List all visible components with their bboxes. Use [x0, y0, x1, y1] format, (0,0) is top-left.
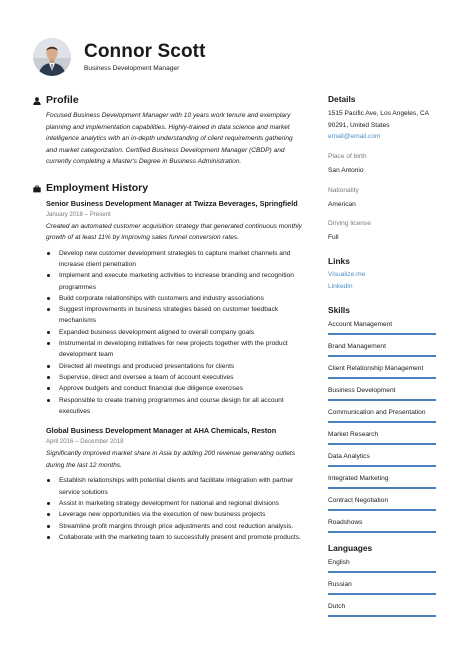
- nationality-value: American: [328, 200, 356, 208]
- place-of-birth-value: San Antonio: [328, 167, 364, 174]
- level-fill: [328, 593, 436, 595]
- languages-heading: Languages: [328, 542, 373, 553]
- language-item: [328, 557, 440, 573]
- language-label: English: [328, 558, 350, 566]
- details-heading: Details: [328, 94, 356, 104]
- level-fill: [328, 355, 436, 357]
- list-item: Leverage new opportunities via the execution of new business projects: [46, 509, 303, 520]
- list-item: Supervise, direct and oversee a team of account executives: [46, 372, 303, 383]
- skill-level-bar: [328, 509, 436, 511]
- list-item: Approve budgets and conduct financial due diligence exercises: [46, 383, 303, 394]
- skill-level-bar: [328, 421, 436, 423]
- list-item: Suggest improvements in business strategies based on customer feedback mechanisms: [46, 304, 303, 327]
- link-visualize[interactable]: Visualize.me: [328, 270, 366, 278]
- skill-label: Brand Management: [328, 342, 386, 350]
- job-entry: [46, 198, 303, 418]
- list-item: Assist in marketing strategy development for national and regional divisions: [46, 498, 303, 509]
- language-level-bar: [328, 593, 436, 595]
- profile-summary: Focused Business Development Manager with 10 years work tenure and exemplary planning and implementation capabilities. Highly-trained in data science and market intelligence analytics with an in-depth understanding of client requirements gathering and market categorization. Certified Business Development Manager (CBDP) and currently completing a Master's Degree in Business Administration.: [46, 112, 293, 165]
- skill-label: Account Management: [328, 320, 393, 328]
- language-level-bar: [328, 615, 436, 617]
- skill-label: Contract Negotiation: [328, 496, 389, 504]
- list-item: Instrumental in developing initiatives for new projects together with the product development team: [46, 338, 303, 361]
- level-fill: [328, 531, 436, 533]
- skill-item: [328, 495, 440, 511]
- skill-item: [328, 319, 440, 335]
- profile-heading: [33, 93, 303, 107]
- profile-photo: [33, 38, 71, 76]
- level-fill: [328, 399, 436, 401]
- skill-level-bar: [328, 399, 436, 401]
- language-item: [328, 579, 440, 595]
- skill-level-bar: [328, 487, 436, 489]
- side-column: [328, 94, 440, 617]
- main-column: [33, 93, 303, 543]
- profile-heading-label: Profile: [46, 94, 79, 106]
- skill-level-bar: [328, 377, 436, 379]
- skill-item: [328, 451, 440, 467]
- list-item: Establish relationships with potential clients and facilitate integration with partner service solutions: [46, 475, 303, 498]
- skill-item: [328, 341, 440, 357]
- link-linkedin[interactable]: Linkedin: [328, 282, 353, 290]
- level-fill: [328, 509, 436, 511]
- driving-license-label: Driving license: [328, 220, 371, 227]
- candidate-name: Connor Scott: [84, 41, 206, 62]
- list-item: Streamline profit margins through price adjustments and cost reduction analysis.: [46, 521, 303, 532]
- skill-label: Market Research: [328, 430, 379, 438]
- language-item: [328, 601, 440, 617]
- skills-list: [328, 319, 440, 533]
- job-summary: Created an automated customer acquisition strategy that generated continuous monthly growth of at least 11% by improving sales funnel conversion rates.: [46, 222, 302, 242]
- employment-heading: [33, 181, 303, 195]
- language-level-bar: [328, 571, 436, 573]
- level-fill: [328, 333, 436, 335]
- nationality-label: Nationality: [328, 186, 359, 194]
- level-fill: [328, 487, 436, 489]
- level-fill: [328, 443, 436, 445]
- job-summary: Significantly improved market share in Asia by adding 200 revenue generating outlets during the last 12 months.: [46, 450, 295, 469]
- list-item: Expanded business development aligned to overall company goals: [46, 327, 303, 338]
- level-fill: [328, 421, 436, 423]
- list-item: Implement and execute marketing activities to increase branding and recognition programmes: [46, 270, 303, 293]
- person-icon: [33, 96, 41, 104]
- address-line-2: 90291, United States: [328, 121, 390, 129]
- skill-item: [328, 363, 440, 379]
- skill-level-bar: [328, 443, 436, 445]
- job-entry: [46, 425, 303, 543]
- driving-license-value: Full: [328, 234, 339, 241]
- job-title: Senior Business Development Manager at Twizza Beverages, Springfield: [46, 198, 298, 208]
- list-item: Develop new customer development strategies to capture market channels and increase client penetration: [46, 248, 303, 271]
- employment-heading-label: Employment History: [46, 181, 149, 194]
- job-dates: April 2016 – December 2018: [46, 438, 124, 446]
- skill-item: [328, 473, 440, 489]
- languages-list: [328, 557, 440, 617]
- skill-label: Communication and Presentation: [328, 408, 426, 416]
- candidate-role: Business Development Manager: [84, 65, 180, 72]
- skill-item: [328, 517, 440, 533]
- skill-label: Client Relationship Management: [328, 364, 424, 372]
- skill-label: Integrated Marketing: [328, 474, 389, 482]
- skill-label: Data Analytics: [328, 452, 370, 460]
- skill-level-bar: [328, 465, 436, 467]
- email-link[interactable]: email@email.com: [328, 133, 381, 140]
- list-item: Directed all meetings and produced presentations for clients: [46, 361, 303, 372]
- language-label: Russian: [328, 580, 352, 588]
- list-item: Build corporate relationships with customers and industry associations: [46, 293, 303, 304]
- place-of-birth-label: Place of birth: [328, 153, 367, 160]
- level-fill: [328, 615, 436, 617]
- links-heading: Links: [328, 255, 350, 266]
- skill-level-bar: [328, 333, 436, 335]
- skill-item: [328, 429, 440, 445]
- skill-item: [328, 385, 440, 401]
- resume-header: [33, 38, 206, 76]
- level-fill: [328, 465, 436, 467]
- job-bullets: [46, 475, 303, 543]
- briefcase-icon: [33, 184, 41, 192]
- list-item: Collaborate with the marketing team to successfully present and promote products.: [46, 532, 303, 543]
- job-dates: January 2018 – Present: [46, 210, 111, 218]
- language-label: Dutch: [328, 602, 346, 610]
- job-title: Global Business Development Manager at AHA Chemicals, Reston: [46, 426, 277, 436]
- level-fill: [328, 571, 436, 573]
- skill-level-bar: [328, 531, 436, 533]
- address-line-1: 1515 Pacific Ave, Los Angeles, CA: [328, 110, 430, 117]
- level-fill: [328, 377, 436, 379]
- skills-heading: Skills: [328, 304, 350, 315]
- skill-label: Business Development: [328, 386, 396, 394]
- list-item: Responsible to create training programmes and course design for all account executives: [46, 395, 303, 418]
- skill-label: Roadshows: [328, 518, 363, 526]
- skill-item: [328, 407, 440, 423]
- skill-level-bar: [328, 355, 436, 357]
- job-bullets: [46, 248, 303, 417]
